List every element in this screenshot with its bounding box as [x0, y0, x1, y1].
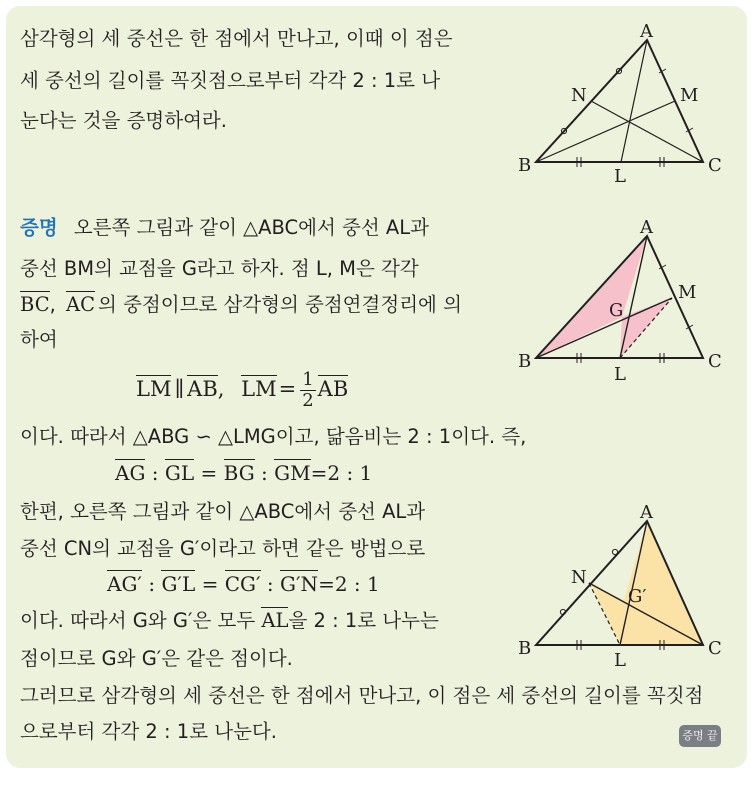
proof-text-1: 오른쪽 그림과 같이 △ABC에서 중선 AL과: [73, 216, 429, 239]
proof-text-8b: 을 2 : 1로 나누는: [288, 609, 439, 632]
proof-line-8: [20, 608, 439, 634]
intro-line-1: 삼각형의 세 중선은 한 점에서 만나고, 이때 이 점은: [20, 27, 453, 50]
fig2-label-a: A: [640, 217, 653, 238]
proof-line-9: 점이므로 G와 G′은 같은 점이다.: [20, 647, 293, 670]
fig1-label-l: L: [614, 166, 626, 187]
fraction-numerator: 1: [302, 369, 314, 390]
proof-line-5: 이다. 따라서 △ABG ∽ △LMG이고, 닮음비는 2 : 1이다. 즉,: [20, 425, 527, 448]
fig3-label-n: N: [571, 567, 587, 588]
segment-ac: AC: [66, 293, 96, 316]
proof-text-8a: 이다. 따라서 G와 G′은 모두: [20, 609, 256, 632]
segment-bc: BC: [20, 293, 50, 316]
segment-al: AL: [261, 609, 289, 632]
fig2-label-m: M: [678, 282, 697, 303]
eq3-equals: =: [201, 572, 219, 596]
eq3-tail: =2 : 1: [318, 572, 380, 596]
proof-line-2: 중선 BM의 교점을 G라고 하자. 점 L, M은 각각: [20, 257, 419, 280]
eq1-comma: ,: [217, 377, 225, 401]
fig1-label-a: A: [640, 21, 653, 42]
fig1-label-c: C: [708, 155, 722, 176]
conclusion-line-1: 그러므로 삼각형의 세 중선은 한 점에서 만나고, 이 점은 세 중선의 길이를 꼭짓점: [20, 684, 704, 707]
eq1-ab-2: AB: [317, 377, 349, 401]
intro-line-3: 눈다는 것을 증명하여라.: [20, 109, 227, 132]
eq2-gm: GM: [274, 461, 311, 485]
eq3-colon-2: :: [266, 572, 274, 596]
eq3-gl: G′L: [161, 572, 196, 596]
eq3-colon-1: :: [148, 572, 156, 596]
proof-end-badge: 증명 끝: [679, 725, 721, 747]
proof-line-6: 한편, 오른쪽 그림과 같이 △ABC에서 중선 AL과: [20, 500, 426, 523]
eq2-colon-2: :: [261, 461, 268, 485]
eq3-gn: G′N: [280, 572, 319, 596]
eq3-cg: CG′: [224, 572, 261, 596]
eq2-tail: =2 : 1: [310, 461, 373, 485]
fig2-label-b: B: [518, 351, 532, 372]
equation-ratio-g-prime: [107, 571, 380, 597]
eq2-bg: BG: [223, 461, 255, 485]
fig2-label-l: L: [614, 364, 626, 385]
proof-text-3: 의 중점이므로 삼각형의 중점연결정리에 의: [98, 293, 462, 316]
fig3-label-l: L: [614, 650, 626, 670]
equation-midpoint: [136, 370, 348, 411]
eq1-ab: AB: [187, 377, 218, 401]
eq1-lm-2: LM: [241, 377, 277, 401]
conclusion-line-2: 으로부터 각각 2 : 1로 나눈다.: [20, 720, 277, 743]
eq2-colon-1: :: [151, 461, 159, 485]
equation-ratio-g: [115, 460, 372, 486]
intro-line-2: 세 중선의 길이를 꼭짓점으로부터 각각 2 : 1로 나: [20, 69, 441, 92]
eq2-ag: AG: [115, 461, 146, 485]
eq2-gl: GL: [164, 461, 195, 485]
eq2-equals: =: [200, 461, 218, 485]
eq3-ag: AG′: [107, 572, 142, 596]
figure-1-triangle-medians: [510, 18, 730, 188]
parallel-symbol: ∥: [174, 377, 185, 401]
proof-line-3: [20, 292, 462, 318]
fig3-label-g-prime: G′: [628, 586, 647, 607]
fig2-label-g: G: [609, 300, 624, 321]
fig1-label-n: N: [571, 85, 587, 106]
fig3-label-c: C: [708, 638, 722, 659]
fraction-one-half: [300, 370, 315, 411]
eq1-lm: LM: [136, 377, 172, 401]
proof-line-1: [20, 215, 429, 241]
comma: ,: [49, 293, 56, 316]
fig1-label-b: B: [518, 155, 532, 176]
fig3-label-a: A: [640, 502, 653, 523]
fig2-label-c: C: [708, 351, 722, 372]
fig1-label-m: M: [680, 85, 699, 106]
fig3-label-b: B: [518, 638, 532, 659]
figure-2-triangle-centroid-g: [510, 212, 730, 387]
proof-label: 증명: [20, 216, 58, 239]
fraction-denominator: 2: [302, 390, 314, 411]
proof-line-7: 중선 CN의 교점을 G′이라고 하면 같은 방법으로: [20, 537, 426, 560]
figure-3-triangle-centroid-g-prime: [510, 498, 730, 670]
proof-line-4: 하여: [20, 328, 58, 351]
eq1-equals: =: [278, 377, 297, 401]
